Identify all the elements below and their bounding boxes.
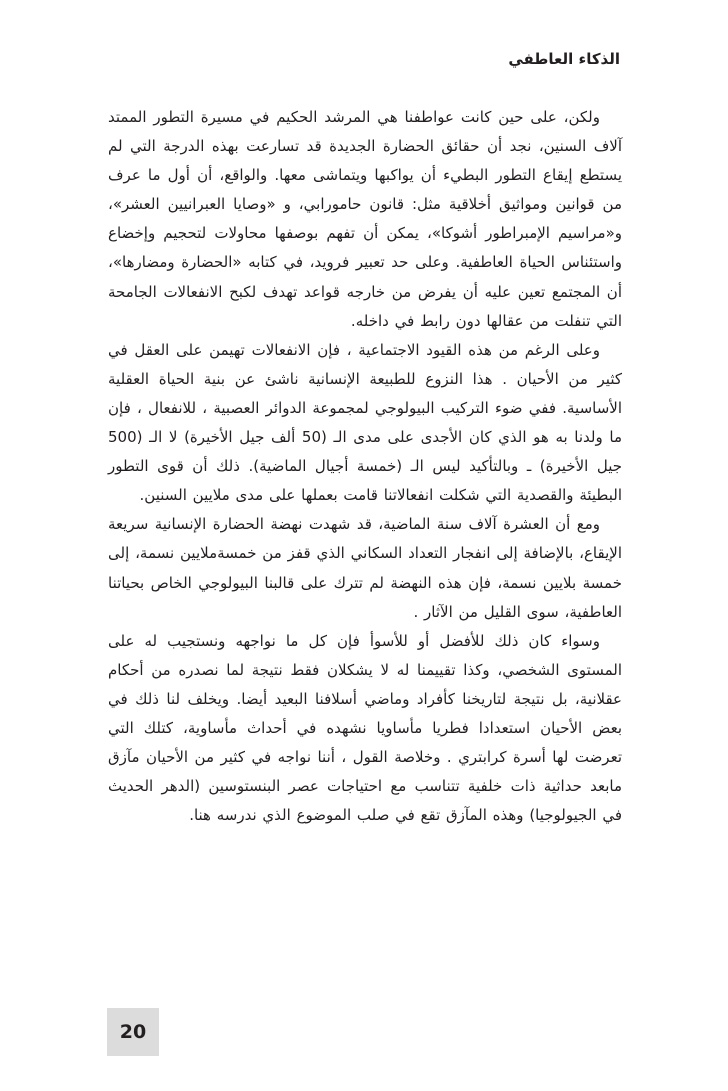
body-text — [108, 103, 622, 830]
page-number-box — [107, 1008, 159, 1056]
page-number: 20 — [119, 1021, 147, 1043]
paragraph: ومع أن العشرة آلاف سنة الماضية، قد شهدت نهضة الحضارة الإنسانية سريعة الإيقاع، بالإضافة إلى انفجار التعداد السكاني الذي قفز من خمسةملايين نسمة، إلى خمسة بلايين نسمة، فإن هذه النهضة لم تترك على قالبنا البيولوجي الخاص بحياتنا العاطفية، سوى القليل من الآثار . — [108, 515, 622, 621]
paragraph: وعلى الرغم من هذه القيود الاجتماعية ، فإن الانفعالات تهيمن على العقل في كثير من الأحيان . هذا النزوع للطبيعة الإنسانية ناشئ عن بنية الحياة العقلية الأساسية. ففي ضوء التركيب البيولوجي لمجموعة الدوائر العصبية ، للانفعال ، فإن ما ولدنا به هو الذي كان الأجدى على مدى الـ (50 ألف جيل الأخيرة) لا الـ (500 جيل الأخيرة) ـ وبالتأكيد ليس الـ (خمسة أجيال الماضية). ذلك أن قوى التطور البطيئة والقصدية التي شكلت انفعالاتنا قامت بعملها على مدى ملايين السنين. — [108, 340, 622, 505]
running-header-title: الذكاء العاطفي — [508, 50, 620, 68]
paragraph: ولكن، على حين كانت عواطفنا هي المرشد الحكيم في مسيرة التطور الممتد آلاف السنين، نجد أن حقائق الحضارة الجديدة قد تسارعت بهذه الدرجة التي لم يستطع إيقاع التطور البطيء أن يواكبها ويتماشى معها. والواقع، أن أول ما عرف من قوانين ومواثيق أخلاقية مثل: قانون حامورابي، و «وصايا العبرانيين العشر»، و«مراسيم الإمبراطور أشوكا»، يمكن أن تفهم بوصفها محاولات لتحجيم وإخضاع واستئناس الحياة العاطفية. وعلى حد تعبير فرويد، في كتابه «الحضارة ومضارها»، أن المجتمع تعين عليه أن يفرض من خارجه قواعد تهدف لكبح الانفعالات الجامحة التي تنفلت من عقالها دون رابط في داخله. — [108, 108, 622, 330]
paragraph: وسواء كان ذلك للأفضل أو للأسوأ فإن كل ما نواجهه ونستجيب له على المستوى الشخصي، وكذا تقييمنا له لا يشكلان فقط نتيجة لما نصدره من أحكام عقلانية، بل نتيجة لتاريخنا كأفراد وماضي أسلافنا البعيد أيضا. ويخلف لنا ذلك في بعض الأحيان استعدادا فطريا مأساويا نشهده في أحداث مأساوية، كتلك التي تعرضت لها أسرة كرابتري . وخلاصة القول ، أننا نواجه في كثير من الأحيان مآزق مابعد حداثية ذات خلفية تتناسب مع احتياجات عصر البنستوسين (الدهر الحديث في الجيولوجيا) وهذه المآزق تقع في صلب الموضوع الذي ندرسه هنا. — [108, 631, 622, 825]
